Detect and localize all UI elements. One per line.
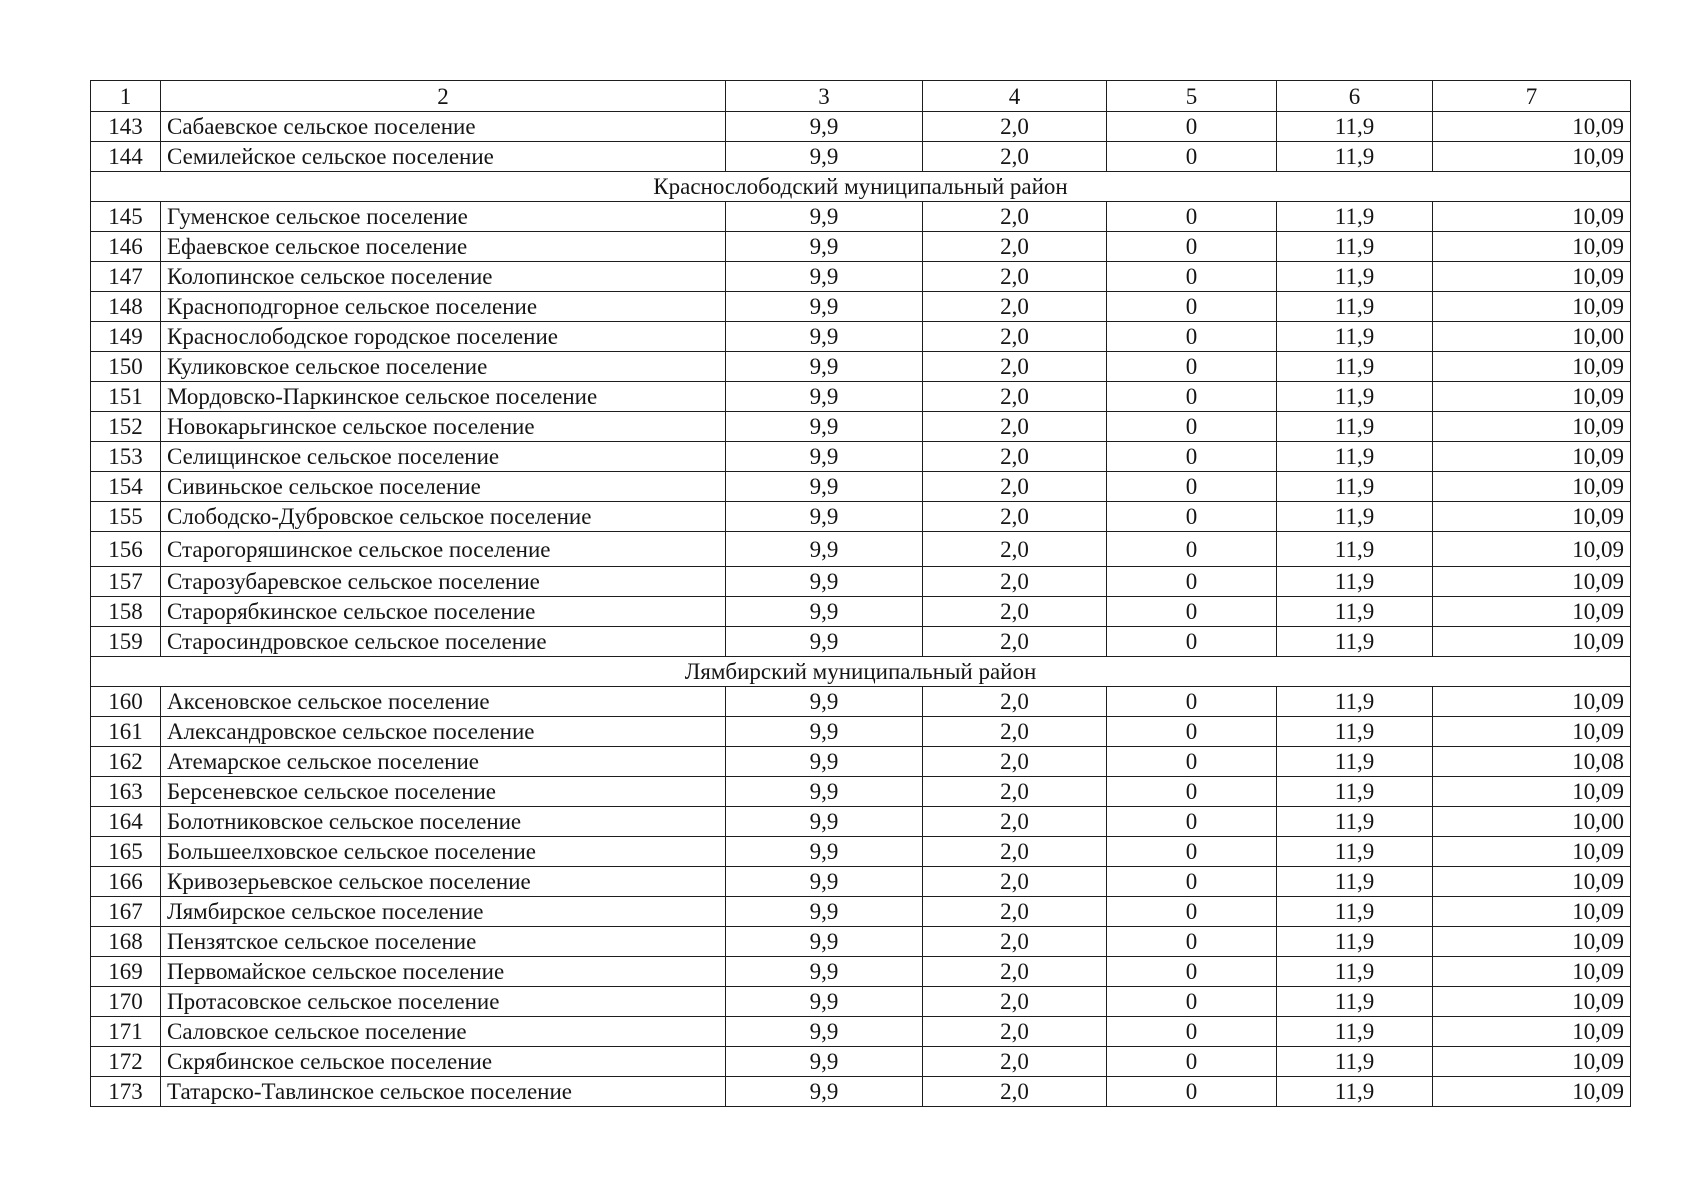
column-4-cell: 2,0: [923, 472, 1107, 502]
column-6-cell: 11,9: [1277, 502, 1433, 532]
column-4-cell: 2,0: [923, 777, 1107, 807]
settlement-name-cell: Слободско-Дубровское сельское поселение: [161, 502, 726, 532]
table-row: [91, 627, 1631, 657]
settlement-name-cell: Аксеновское сельское поселение: [161, 687, 726, 717]
column-5-cell: 0: [1107, 1017, 1277, 1047]
column-3-cell: 9,9: [726, 442, 923, 472]
column-5-cell: 0: [1107, 597, 1277, 627]
settlement-name-cell: Лямбирское сельское поселение: [161, 897, 726, 927]
column-5-cell: 0: [1107, 142, 1277, 172]
column-4-cell: 2,0: [923, 987, 1107, 1017]
column-7-cell: 10,09: [1433, 867, 1631, 897]
table-row: [91, 717, 1631, 747]
column-7-cell: 10,09: [1433, 442, 1631, 472]
column-7-cell: 10,09: [1433, 502, 1631, 532]
table-row: [91, 382, 1631, 412]
column-5-cell: 0: [1107, 567, 1277, 597]
column-7-cell: 10,09: [1433, 412, 1631, 442]
row-number-cell: 168: [91, 927, 161, 957]
column-3-cell: 9,9: [726, 382, 923, 412]
table-row: [91, 412, 1631, 442]
column-6-cell: 11,9: [1277, 747, 1433, 777]
column-header-3: 3: [726, 81, 923, 112]
column-3-cell: 9,9: [726, 807, 923, 837]
column-header-1: 1: [91, 81, 161, 112]
column-6-cell: 11,9: [1277, 262, 1433, 292]
column-5-cell: 0: [1107, 532, 1277, 567]
row-number-cell: 150: [91, 352, 161, 382]
table-row: [91, 472, 1631, 502]
table-row: [91, 1017, 1631, 1047]
table-row: [91, 1077, 1631, 1107]
column-5-cell: 0: [1107, 442, 1277, 472]
column-6-cell: 11,9: [1277, 777, 1433, 807]
row-number-cell: 158: [91, 597, 161, 627]
column-3-cell: 9,9: [726, 897, 923, 927]
column-7-cell: 10,09: [1433, 957, 1631, 987]
column-7-cell: 10,09: [1433, 837, 1631, 867]
column-6-cell: 11,9: [1277, 532, 1433, 567]
column-5-cell: 0: [1107, 747, 1277, 777]
column-header-4: 4: [923, 81, 1107, 112]
column-4-cell: 2,0: [923, 142, 1107, 172]
column-5-cell: 0: [1107, 687, 1277, 717]
column-4-cell: 2,0: [923, 202, 1107, 232]
column-5-cell: 0: [1107, 202, 1277, 232]
column-3-cell: 9,9: [726, 597, 923, 627]
column-5-cell: 0: [1107, 502, 1277, 532]
row-number-cell: 151: [91, 382, 161, 412]
table-row: [91, 957, 1631, 987]
column-7-cell: 10,00: [1433, 322, 1631, 352]
row-number-cell: 159: [91, 627, 161, 657]
settlement-name-cell: Атемарское сельское поселение: [161, 747, 726, 777]
column-5-cell: 0: [1107, 807, 1277, 837]
column-6-cell: 11,9: [1277, 987, 1433, 1017]
column-6-cell: 11,9: [1277, 352, 1433, 382]
column-6-cell: 11,9: [1277, 957, 1433, 987]
column-4-cell: 2,0: [923, 232, 1107, 262]
column-7-cell: 10,09: [1433, 1077, 1631, 1107]
row-number-cell: 153: [91, 442, 161, 472]
column-3-cell: 9,9: [726, 412, 923, 442]
settlement-name-cell: Сивиньское сельское поселение: [161, 472, 726, 502]
table-row: [91, 292, 1631, 322]
row-number-cell: 162: [91, 747, 161, 777]
column-4-cell: 2,0: [923, 807, 1107, 837]
column-3-cell: 9,9: [726, 532, 923, 567]
row-number-cell: 172: [91, 1047, 161, 1077]
column-3-cell: 9,9: [726, 627, 923, 657]
settlement-name-cell: Александровское сельское поселение: [161, 717, 726, 747]
column-4-cell: 2,0: [923, 502, 1107, 532]
column-4-cell: 2,0: [923, 292, 1107, 322]
column-4-cell: 2,0: [923, 532, 1107, 567]
row-number-cell: 152: [91, 412, 161, 442]
settlement-name-cell: Татарско-Тавлинское сельское поселение: [161, 1077, 726, 1107]
column-3-cell: 9,9: [726, 292, 923, 322]
settlement-name-cell: Протасовское сельское поселение: [161, 987, 726, 1017]
row-number-cell: 167: [91, 897, 161, 927]
column-6-cell: 11,9: [1277, 897, 1433, 927]
column-7-cell: 10,09: [1433, 1017, 1631, 1047]
column-4-cell: 2,0: [923, 412, 1107, 442]
column-7-cell: 10,09: [1433, 927, 1631, 957]
column-5-cell: 0: [1107, 717, 1277, 747]
column-5-cell: 0: [1107, 112, 1277, 142]
column-5-cell: 0: [1107, 627, 1277, 657]
column-7-cell: 10,00: [1433, 807, 1631, 837]
column-3-cell: 9,9: [726, 687, 923, 717]
row-number-cell: 160: [91, 687, 161, 717]
table-row: [91, 232, 1631, 262]
row-number-cell: 157: [91, 567, 161, 597]
table-row: [91, 807, 1631, 837]
column-7-cell: 10,09: [1433, 292, 1631, 322]
column-header-7: 7: [1433, 81, 1631, 112]
column-7-cell: 10,08: [1433, 747, 1631, 777]
row-number-cell: 156: [91, 532, 161, 567]
column-5-cell: 0: [1107, 957, 1277, 987]
column-4-cell: 2,0: [923, 687, 1107, 717]
table-row: [91, 867, 1631, 897]
settlement-name-cell: Гуменское сельское поселение: [161, 202, 726, 232]
row-number-cell: 145: [91, 202, 161, 232]
column-6-cell: 11,9: [1277, 112, 1433, 142]
column-4-cell: 2,0: [923, 957, 1107, 987]
column-7-cell: 10,09: [1433, 987, 1631, 1017]
table-row: [91, 567, 1631, 597]
column-6-cell: 11,9: [1277, 322, 1433, 352]
column-6-cell: 11,9: [1277, 837, 1433, 867]
district-header-row: [91, 172, 1631, 202]
settlement-name-cell: Сабаевское сельское поселение: [161, 112, 726, 142]
column-3-cell: 9,9: [726, 472, 923, 502]
column-5-cell: 0: [1107, 472, 1277, 502]
column-5-cell: 0: [1107, 382, 1277, 412]
table-row: [91, 1047, 1631, 1077]
row-number-cell: 164: [91, 807, 161, 837]
settlement-name-cell: Старосиндровское сельское поселение: [161, 627, 726, 657]
column-7-cell: 10,09: [1433, 232, 1631, 262]
settlement-name-cell: Старозубаревское сельское поселение: [161, 567, 726, 597]
column-5-cell: 0: [1107, 837, 1277, 867]
column-4-cell: 2,0: [923, 1047, 1107, 1077]
column-7-cell: 10,09: [1433, 597, 1631, 627]
column-6-cell: 11,9: [1277, 232, 1433, 262]
column-6-cell: 11,9: [1277, 142, 1433, 172]
column-7-cell: 10,09: [1433, 627, 1631, 657]
column-6-cell: 11,9: [1277, 202, 1433, 232]
column-4-cell: 2,0: [923, 322, 1107, 352]
column-4-cell: 2,0: [923, 567, 1107, 597]
column-4-cell: 2,0: [923, 747, 1107, 777]
settlement-name-cell: Семилейское сельское поселение: [161, 142, 726, 172]
settlement-name-cell: Первомайское сельское поселение: [161, 957, 726, 987]
column-3-cell: 9,9: [726, 142, 923, 172]
column-3-cell: 9,9: [726, 322, 923, 352]
column-header-5: 5: [1107, 81, 1277, 112]
column-3-cell: 9,9: [726, 1077, 923, 1107]
column-3-cell: 9,9: [726, 567, 923, 597]
row-number-cell: 163: [91, 777, 161, 807]
column-3-cell: 9,9: [726, 987, 923, 1017]
column-7-cell: 10,09: [1433, 687, 1631, 717]
row-number-cell: 170: [91, 987, 161, 1017]
column-6-cell: 11,9: [1277, 442, 1433, 472]
column-7-cell: 10,09: [1433, 1047, 1631, 1077]
column-6-cell: 11,9: [1277, 867, 1433, 897]
column-5-cell: 0: [1107, 927, 1277, 957]
table-row: [91, 837, 1631, 867]
settlement-name-cell: Старорябкинское сельское поселение: [161, 597, 726, 627]
table-row: [91, 687, 1631, 717]
column-4-cell: 2,0: [923, 627, 1107, 657]
column-4-cell: 2,0: [923, 1017, 1107, 1047]
table-row: [91, 777, 1631, 807]
table-row: [91, 532, 1631, 567]
column-7-cell: 10,09: [1433, 897, 1631, 927]
column-6-cell: 11,9: [1277, 1047, 1433, 1077]
column-3-cell: 9,9: [726, 777, 923, 807]
settlement-name-cell: Красноподгорное сельское поселение: [161, 292, 726, 322]
column-4-cell: 2,0: [923, 112, 1107, 142]
column-header-6: 6: [1277, 81, 1433, 112]
table-row: [91, 897, 1631, 927]
table-row: [91, 502, 1631, 532]
column-5-cell: 0: [1107, 292, 1277, 322]
row-number-cell: 166: [91, 867, 161, 897]
column-4-cell: 2,0: [923, 897, 1107, 927]
column-3-cell: 9,9: [726, 717, 923, 747]
row-number-cell: 154: [91, 472, 161, 502]
row-number-cell: 146: [91, 232, 161, 262]
column-4-cell: 2,0: [923, 717, 1107, 747]
table-row: [91, 442, 1631, 472]
settlements-table: [90, 80, 1631, 1107]
column-7-cell: 10,09: [1433, 717, 1631, 747]
column-6-cell: 11,9: [1277, 717, 1433, 747]
settlement-name-cell: Старогоряшинское сельское поселение: [161, 532, 726, 567]
column-3-cell: 9,9: [726, 202, 923, 232]
settlement-name-cell: Селищинское сельское поселение: [161, 442, 726, 472]
column-5-cell: 0: [1107, 777, 1277, 807]
column-3-cell: 9,9: [726, 927, 923, 957]
settlement-name-cell: Куликовское сельское поселение: [161, 352, 726, 382]
table-row: [91, 322, 1631, 352]
settlement-name-cell: Кривозерьевское сельское поселение: [161, 867, 726, 897]
column-5-cell: 0: [1107, 867, 1277, 897]
settlement-name-cell: Скрябинское сельское поселение: [161, 1047, 726, 1077]
column-3-cell: 9,9: [726, 352, 923, 382]
column-7-cell: 10,09: [1433, 532, 1631, 567]
column-5-cell: 0: [1107, 352, 1277, 382]
column-number-row: [91, 81, 1631, 112]
column-4-cell: 2,0: [923, 867, 1107, 897]
column-6-cell: 11,9: [1277, 1017, 1433, 1047]
settlement-name-cell: Пензятское сельское поселение: [161, 927, 726, 957]
row-number-cell: 148: [91, 292, 161, 322]
settlement-name-cell: Большеелховское сельское поселение: [161, 837, 726, 867]
settlement-name-cell: Саловское сельское поселение: [161, 1017, 726, 1047]
column-7-cell: 10,09: [1433, 567, 1631, 597]
column-5-cell: 0: [1107, 232, 1277, 262]
column-6-cell: 11,9: [1277, 412, 1433, 442]
column-4-cell: 2,0: [923, 927, 1107, 957]
row-number-cell: 173: [91, 1077, 161, 1107]
column-6-cell: 11,9: [1277, 567, 1433, 597]
settlement-name-cell: Краснослободское городское поселение: [161, 322, 726, 352]
column-4-cell: 2,0: [923, 597, 1107, 627]
column-4-cell: 2,0: [923, 262, 1107, 292]
column-3-cell: 9,9: [726, 867, 923, 897]
column-4-cell: 2,0: [923, 352, 1107, 382]
column-3-cell: 9,9: [726, 837, 923, 867]
column-5-cell: 0: [1107, 412, 1277, 442]
table-row: [91, 352, 1631, 382]
column-3-cell: 9,9: [726, 957, 923, 987]
table-row: [91, 262, 1631, 292]
table-row: [91, 112, 1631, 142]
settlement-name-cell: Колопинское сельское поселение: [161, 262, 726, 292]
column-7-cell: 10,09: [1433, 352, 1631, 382]
column-3-cell: 9,9: [726, 502, 923, 532]
row-number-cell: 144: [91, 142, 161, 172]
column-6-cell: 11,9: [1277, 927, 1433, 957]
settlement-name-cell: Мордовско-Паркинское сельское поселение: [161, 382, 726, 412]
column-6-cell: 11,9: [1277, 472, 1433, 502]
column-7-cell: 10,09: [1433, 262, 1631, 292]
settlement-name-cell: Болотниковское сельское поселение: [161, 807, 726, 837]
column-3-cell: 9,9: [726, 262, 923, 292]
column-6-cell: 11,9: [1277, 292, 1433, 322]
column-7-cell: 10,09: [1433, 777, 1631, 807]
column-5-cell: 0: [1107, 1077, 1277, 1107]
row-number-cell: 149: [91, 322, 161, 352]
column-7-cell: 10,09: [1433, 382, 1631, 412]
column-5-cell: 0: [1107, 897, 1277, 927]
row-number-cell: 161: [91, 717, 161, 747]
column-7-cell: 10,09: [1433, 202, 1631, 232]
column-4-cell: 2,0: [923, 442, 1107, 472]
table-row: [91, 927, 1631, 957]
column-4-cell: 2,0: [923, 382, 1107, 412]
column-3-cell: 9,9: [726, 112, 923, 142]
column-5-cell: 0: [1107, 987, 1277, 1017]
table-body: [91, 81, 1631, 1107]
column-header-2: 2: [161, 81, 726, 112]
table-row: [91, 747, 1631, 777]
row-number-cell: 143: [91, 112, 161, 142]
row-number-cell: 165: [91, 837, 161, 867]
column-3-cell: 9,9: [726, 1017, 923, 1047]
table-row: [91, 202, 1631, 232]
column-7-cell: 10,09: [1433, 472, 1631, 502]
row-number-cell: 169: [91, 957, 161, 987]
row-number-cell: 155: [91, 502, 161, 532]
column-3-cell: 9,9: [726, 232, 923, 262]
column-4-cell: 2,0: [923, 1077, 1107, 1107]
row-number-cell: 171: [91, 1017, 161, 1047]
settlement-name-cell: Ефаевское сельское поселение: [161, 232, 726, 262]
row-number-cell: 147: [91, 262, 161, 292]
column-5-cell: 0: [1107, 1047, 1277, 1077]
column-6-cell: 11,9: [1277, 382, 1433, 412]
district-title: Краснослободский муниципальный район: [91, 172, 1631, 202]
district-header-row: [91, 657, 1631, 687]
column-3-cell: 9,9: [726, 1047, 923, 1077]
column-4-cell: 2,0: [923, 837, 1107, 867]
table-row: [91, 987, 1631, 1017]
column-5-cell: 0: [1107, 322, 1277, 352]
column-6-cell: 11,9: [1277, 627, 1433, 657]
table-row: [91, 597, 1631, 627]
column-7-cell: 10,09: [1433, 112, 1631, 142]
column-6-cell: 11,9: [1277, 687, 1433, 717]
settlement-name-cell: Берсеневское сельское поселение: [161, 777, 726, 807]
district-title: Лямбирский муниципальный район: [91, 657, 1631, 687]
settlement-name-cell: Новокарьгинское сельское поселение: [161, 412, 726, 442]
column-6-cell: 11,9: [1277, 1077, 1433, 1107]
column-5-cell: 0: [1107, 262, 1277, 292]
column-6-cell: 11,9: [1277, 597, 1433, 627]
column-6-cell: 11,9: [1277, 807, 1433, 837]
table-row: [91, 142, 1631, 172]
column-3-cell: 9,9: [726, 747, 923, 777]
column-7-cell: 10,09: [1433, 142, 1631, 172]
